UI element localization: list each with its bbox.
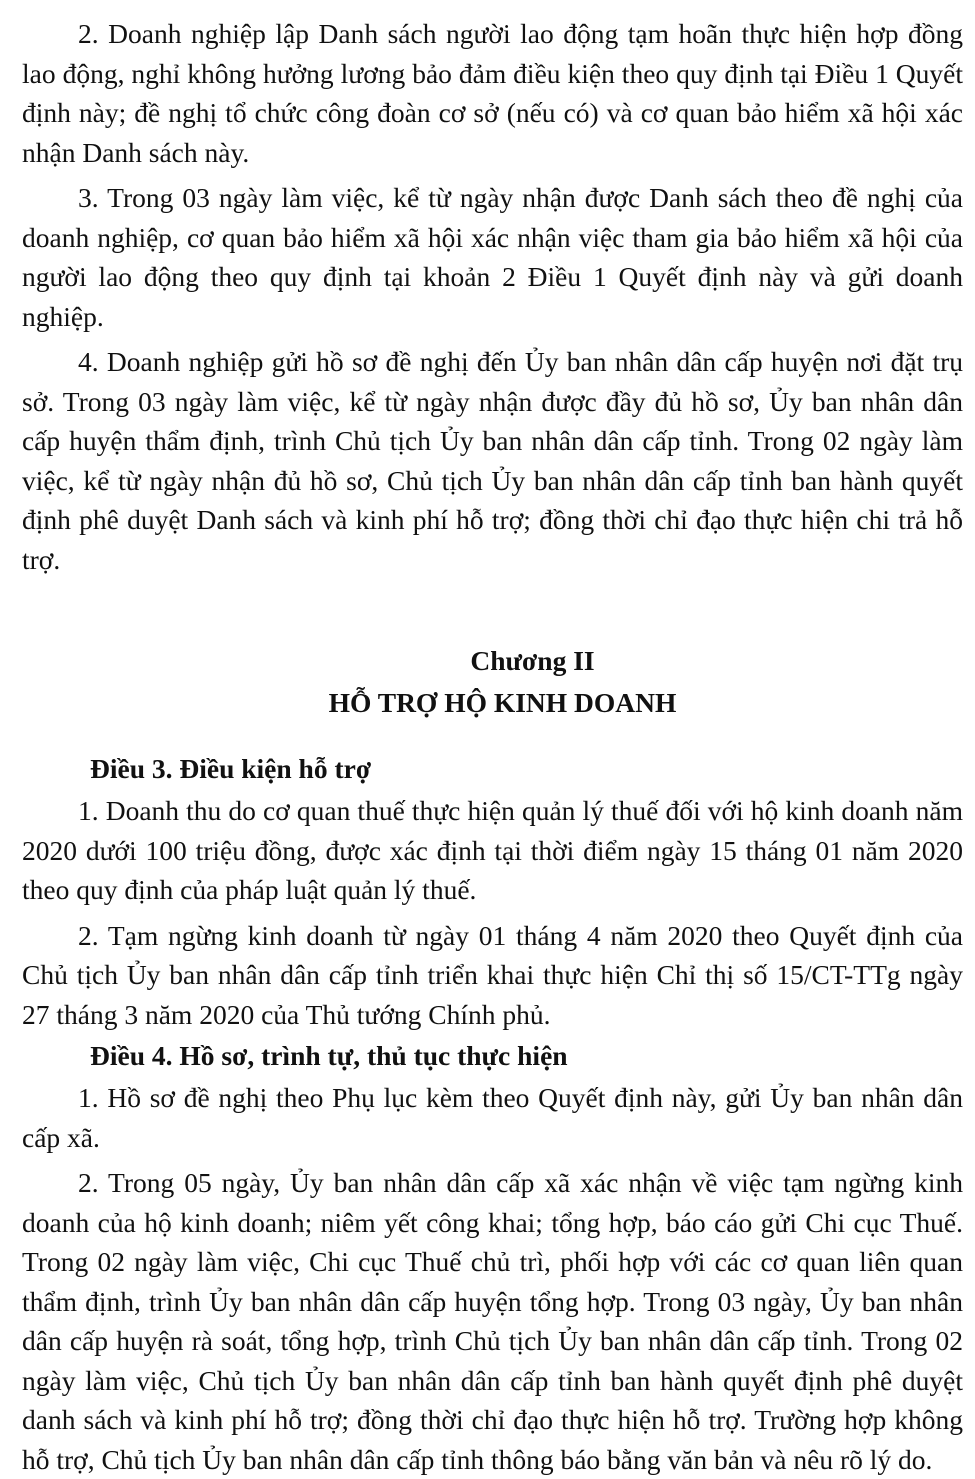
article-4-clause-1: 1. Hồ sơ đề nghị theo Phụ lục kèm theo Quyết định này, gửi Ủy ban nhân dân cấp xã. <box>22 1082 963 1153</box>
article-3-clause-2: 2. Tạm ngừng kinh doanh từ ngày 01 tháng 4 năm 2020 theo Quyết định của Chủ tịch Ủy ban nhân dân cấp tỉnh triển khai thực hiện Chỉ thị số 15/CT-TTg ngày 27 tháng 3 năm 2020 của Thủ tướng Chính phủ. <box>22 919 963 1030</box>
article-spacer <box>22 725 963 749</box>
article-4-heading: Điều 4. Hồ sơ, trình tự, thủ tục thực hiện <box>90 1040 568 1071</box>
paragraph-clause-3: 3. Trong 03 ngày làm việc, kể từ ngày nhận được Danh sách theo đề nghị của doanh nghiệp, cơ quan bảo hiểm xã hội xác nhận việc tham gia bảo hiểm xã hội của người lao động theo quy định tại khoản 2 Điều 1 Quyết định này và gửi doanh nghiệp. <box>22 182 963 332</box>
chapter-number: Chương II <box>470 645 595 676</box>
article-4-clause-2: 2. Trong 05 ngày, Ủy ban nhân dân cấp xã xác nhận về việc tạm ngừng kinh doanh của hộ kinh doanh; niêm yết công khai; tổng hợp, báo cáo gửi Chi cục Thuế. Trong 02 ngày làm việc, Chi cục Thuế chủ trì, phối hợp với các cơ quan liên quan thẩm định, trình Ủy ban nhân dân cấp huyện tổng hợp. Trong 03 ngày, Ủy ban nhân dân cấp huyện rà soát, tổng hợp, trình Chủ tịch Ủy ban nhân dân cấp tỉnh. Trong 02 ngày làm việc, Chủ tịch Ủy ban nhân dân cấp tỉnh ban hành quyết định phê duyệt danh sách và kinh phí hỗ trợ; đồng thời chỉ đạo thực hiện hỗ trợ. Trường hợp không hỗ trợ, Chủ tịch Ủy ban nhân dân cấp tỉnh thông báo bằng văn bản và nêu rõ lý do. <box>22 1167 963 1475</box>
article-3-clause-1: 1. Doanh thu do cơ quan thuế thực hiện quản lý thuế đối với hộ kinh doanh năm 2020 dưới 100 triệu đồng, được xác định tại thời điểm ngày 15 tháng 01 năm 2020 theo quy định của pháp luật quản lý thuế. <box>22 795 963 905</box>
paragraph-clause-2: 2. Doanh nghiệp lập Danh sách người lao động tạm hoãn thực hiện hợp đồng lao động, nghỉ không hưởng lương bảo đảm điều kiện theo quy định tại Điều 1 Quyết định này; đề nghị tổ chức công đoàn cơ sở (nếu có) và cơ quan bảo hiểm xã hội xác nhận Danh sách này. <box>22 18 963 168</box>
article-3-heading: Điều 3. Điều kiện hỗ trợ <box>90 753 372 784</box>
chapter-title: HỖ TRỢ HỘ KINH DOANH <box>328 687 677 718</box>
paragraph-clause-4: 4. Doanh nghiệp gửi hồ sơ đề nghị đến Ủy ban nhân dân cấp huyện nơi đặt trụ sở. Trong 03 ngày làm việc, kể từ ngày nhận được đầy đủ hồ sơ, Ủy ban nhân dân cấp huyện thẩm định, trình Chủ tịch Ủy ban nhân dân cấp tỉnh. Trong 02 ngày làm việc, kể từ ngày nhận đủ hồ sơ, Chủ tịch Ủy ban nhân dân cấp tỉnh ban hành quyết định phê duyệt Danh sách và kinh phí hỗ trợ; đồng thời chỉ đạo thực hiện chi trả hỗ trợ. <box>22 346 963 575</box>
chapter-spacer <box>22 579 963 641</box>
